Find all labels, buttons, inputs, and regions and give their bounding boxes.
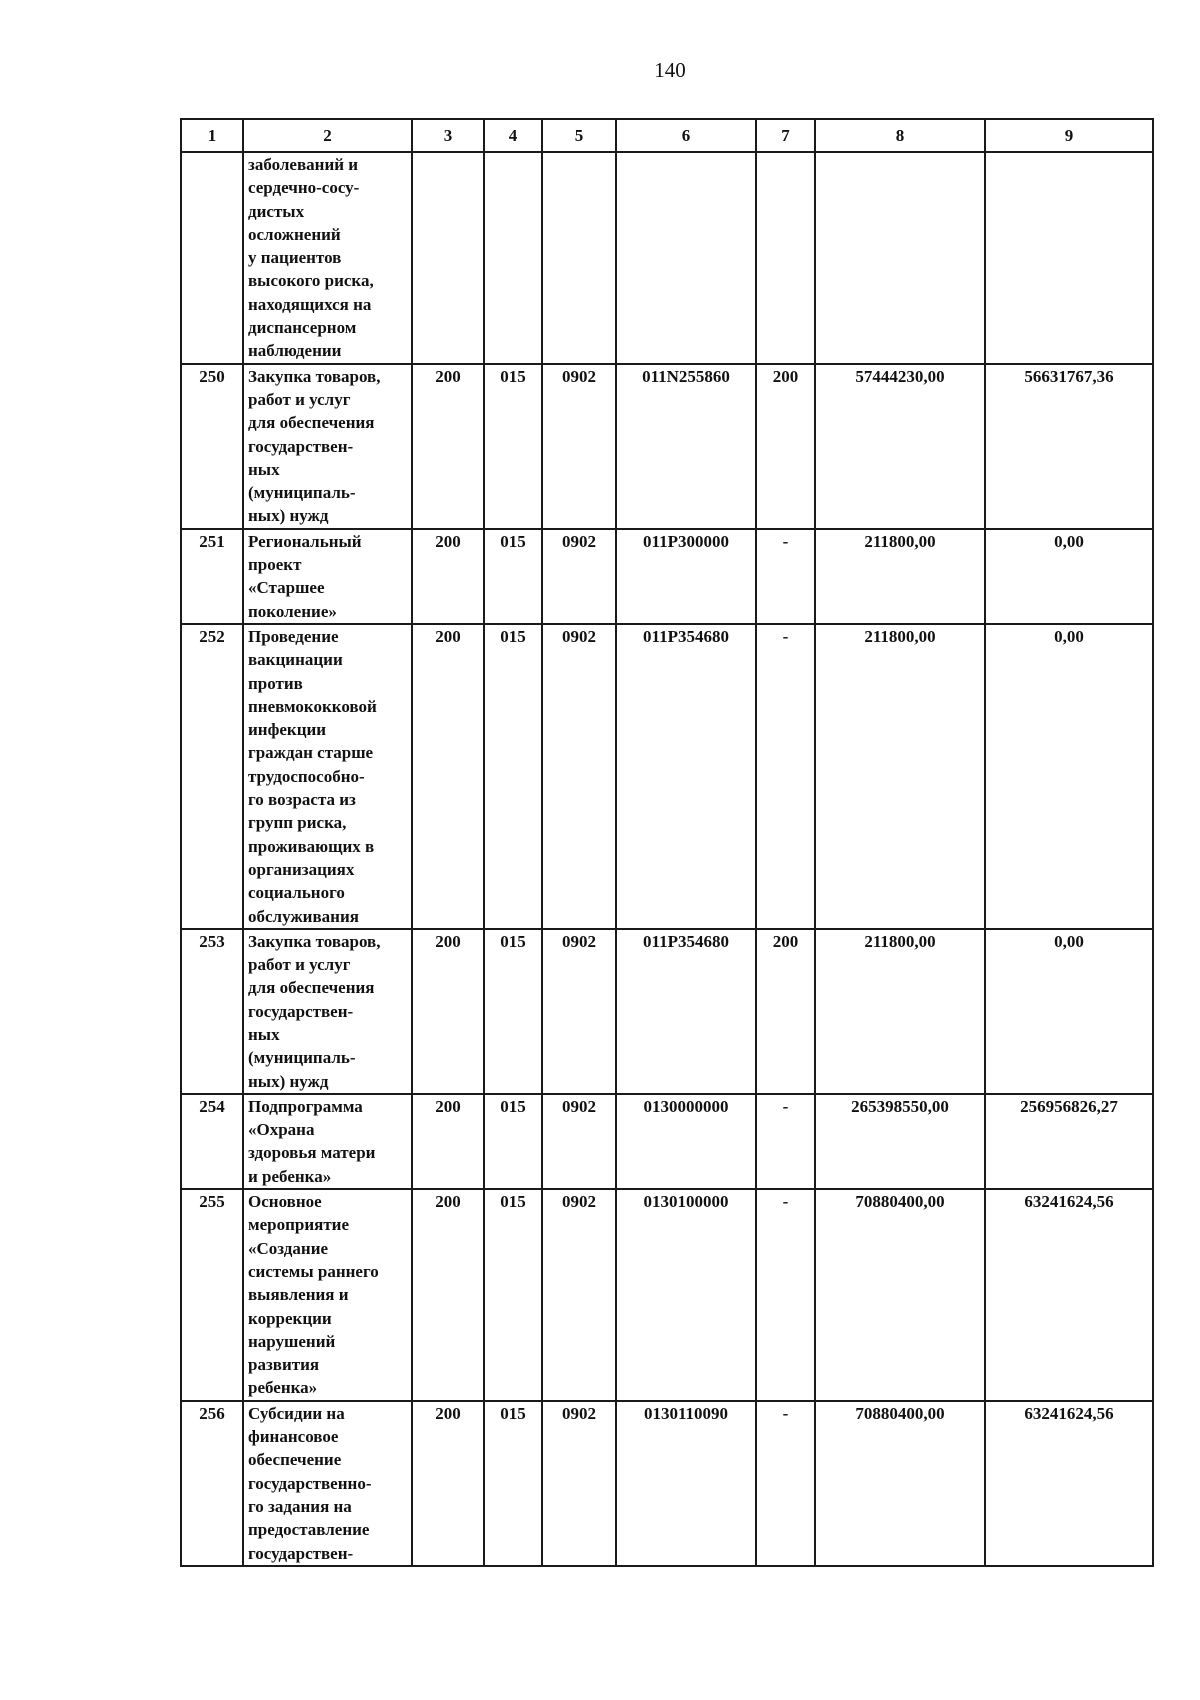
row-name bbox=[243, 1401, 412, 1566]
name-line: работ и услуг bbox=[248, 955, 351, 975]
column-header-8: 8 bbox=[815, 119, 985, 152]
name-line: Подпрограмма bbox=[248, 1096, 363, 1116]
name-line: против bbox=[248, 673, 303, 693]
name-line: обслуживания bbox=[248, 906, 359, 926]
row-number bbox=[181, 152, 243, 364]
cell-col-3: 200 bbox=[412, 529, 484, 624]
cell-col-7: - bbox=[756, 624, 815, 929]
name-line: государствен- bbox=[248, 1001, 354, 1021]
table-row bbox=[181, 364, 1153, 529]
name-line: финансовое bbox=[248, 1427, 339, 1447]
table-row bbox=[181, 529, 1153, 624]
column-header-5: 5 bbox=[542, 119, 616, 152]
column-header-3: 3 bbox=[412, 119, 484, 152]
row-name bbox=[243, 529, 412, 624]
name-line: ребенка» bbox=[248, 1378, 318, 1398]
cell-col-3: 200 bbox=[412, 1401, 484, 1566]
row-name bbox=[243, 624, 412, 929]
name-line: ных bbox=[248, 459, 280, 479]
cell-col-5: 0902 bbox=[542, 529, 616, 624]
cell-col-8 bbox=[815, 152, 985, 364]
name-line: (муниципаль- bbox=[248, 483, 356, 503]
cell-col-5: 0902 bbox=[542, 364, 616, 529]
row-number: 254 bbox=[181, 1094, 243, 1189]
row-number: 250 bbox=[181, 364, 243, 529]
name-line: «Охрана bbox=[248, 1120, 315, 1140]
name-line: работ и услуг bbox=[248, 389, 351, 409]
row-number: 253 bbox=[181, 929, 243, 1094]
cell-col-9: 56631767,36 bbox=[985, 364, 1153, 529]
cell-col-4: 015 bbox=[484, 364, 542, 529]
cell-col-8: 57444230,00 bbox=[815, 364, 985, 529]
name-line: выявления и bbox=[248, 1285, 349, 1305]
name-line: развития bbox=[248, 1355, 320, 1375]
cell-col-9: 63241624,56 bbox=[985, 1189, 1153, 1401]
name-line: высокого риска, bbox=[248, 271, 374, 291]
cell-col-3: 200 bbox=[412, 1094, 484, 1189]
cell-col-7: 200 bbox=[756, 364, 815, 529]
cell-col-9: 0,00 bbox=[985, 529, 1153, 624]
name-line: у пациентов bbox=[248, 248, 342, 268]
name-line: Субсидии на bbox=[248, 1403, 345, 1423]
cell-col-5: 0902 bbox=[542, 1094, 616, 1189]
cell-col-6: 011P354680 bbox=[616, 624, 756, 929]
name-line: осложнений bbox=[248, 224, 341, 244]
name-line: государственно- bbox=[248, 1473, 372, 1493]
row-number: 256 bbox=[181, 1401, 243, 1566]
name-line: нарушений bbox=[248, 1331, 336, 1351]
cell-col-6: 0130110090 bbox=[616, 1401, 756, 1566]
name-line: групп риска, bbox=[248, 813, 347, 833]
name-line: Основное bbox=[248, 1192, 322, 1212]
name-line: Проведение bbox=[248, 626, 339, 646]
name-line: диспансерном bbox=[248, 318, 357, 338]
name-line: го задания на bbox=[248, 1496, 352, 1516]
cell-col-9 bbox=[985, 152, 1153, 364]
name-line: проживающих в bbox=[248, 836, 375, 856]
cell-col-6 bbox=[616, 152, 756, 364]
name-line: поколение» bbox=[248, 601, 337, 621]
column-header-6: 6 bbox=[616, 119, 756, 152]
cell-col-3: 200 bbox=[412, 624, 484, 929]
cell-col-7 bbox=[756, 152, 815, 364]
cell-col-5: 0902 bbox=[542, 1401, 616, 1566]
name-line: вакцинации bbox=[248, 650, 343, 670]
row-name bbox=[243, 929, 412, 1094]
cell-col-9: 0,00 bbox=[985, 624, 1153, 929]
name-line: «Старшее bbox=[248, 578, 325, 598]
name-line: социального bbox=[248, 883, 345, 903]
name-line: Закупка товаров, bbox=[248, 931, 381, 951]
table-row bbox=[181, 1094, 1153, 1189]
cell-col-7: - bbox=[756, 529, 815, 624]
name-line: здоровья матери bbox=[248, 1143, 376, 1163]
name-line: проект bbox=[248, 555, 302, 575]
row-name bbox=[243, 1094, 412, 1189]
row-number: 251 bbox=[181, 529, 243, 624]
name-line: сердечно-сосу- bbox=[248, 178, 360, 198]
cell-col-5: 0902 bbox=[542, 1189, 616, 1401]
name-line: инфекции bbox=[248, 720, 327, 740]
table-header-row bbox=[181, 119, 1153, 152]
cell-col-6: 011N255860 bbox=[616, 364, 756, 529]
name-line: государствен- bbox=[248, 436, 354, 456]
cell-col-4: 015 bbox=[484, 529, 542, 624]
cell-col-7: - bbox=[756, 1189, 815, 1401]
cell-col-8: 211800,00 bbox=[815, 529, 985, 624]
row-number: 252 bbox=[181, 624, 243, 929]
cell-col-8: 211800,00 bbox=[815, 624, 985, 929]
cell-col-4: 015 bbox=[484, 1189, 542, 1401]
cell-col-8: 265398550,00 bbox=[815, 1094, 985, 1189]
continuation-row bbox=[181, 152, 1153, 364]
table-row bbox=[181, 1189, 1153, 1401]
column-header-9: 9 bbox=[985, 119, 1153, 152]
budget-table bbox=[180, 118, 1154, 1567]
name-line: коррекции bbox=[248, 1308, 332, 1328]
row-name bbox=[243, 152, 412, 364]
row-name bbox=[243, 364, 412, 529]
name-line: заболеваний и bbox=[248, 155, 359, 174]
cell-col-4: 015 bbox=[484, 929, 542, 1094]
row-name bbox=[243, 1189, 412, 1401]
name-line: ных bbox=[248, 1024, 280, 1044]
cell-col-4: 015 bbox=[484, 624, 542, 929]
cell-col-3: 200 bbox=[412, 929, 484, 1094]
name-line: наблюдении bbox=[248, 341, 342, 361]
name-line: ных) нужд bbox=[248, 1071, 329, 1091]
cell-col-9: 0,00 bbox=[985, 929, 1153, 1094]
name-line: и ребенка» bbox=[248, 1166, 332, 1186]
cell-col-6: 0130100000 bbox=[616, 1189, 756, 1401]
column-header-2: 2 bbox=[243, 119, 412, 152]
table-row bbox=[181, 1401, 1153, 1566]
cell-col-8: 70880400,00 bbox=[815, 1189, 985, 1401]
name-line: для обеспечения bbox=[248, 413, 375, 433]
name-line: «Создание bbox=[248, 1238, 329, 1258]
cell-col-5: 0902 bbox=[542, 624, 616, 929]
name-line: для обеспечения bbox=[248, 978, 375, 998]
cell-col-3: 200 bbox=[412, 1189, 484, 1401]
cell-col-9: 256956826,27 bbox=[985, 1094, 1153, 1189]
column-header-7: 7 bbox=[756, 119, 815, 152]
column-header-4: 4 bbox=[484, 119, 542, 152]
name-line: дистых bbox=[248, 201, 305, 221]
column-header-1: 1 bbox=[181, 119, 243, 152]
cell-col-9: 63241624,56 bbox=[985, 1401, 1153, 1566]
cell-col-8: 211800,00 bbox=[815, 929, 985, 1094]
cell-col-5 bbox=[542, 152, 616, 364]
name-line: Региональный bbox=[248, 531, 362, 551]
name-line: (муниципаль- bbox=[248, 1048, 356, 1068]
name-line: ных) нужд bbox=[248, 506, 329, 526]
name-line: мероприятие bbox=[248, 1215, 350, 1235]
page-number: 140 bbox=[654, 58, 686, 82]
cell-col-7: - bbox=[756, 1094, 815, 1189]
cell-col-6: 011P354680 bbox=[616, 929, 756, 1094]
cell-col-3: 200 bbox=[412, 364, 484, 529]
cell-col-3 bbox=[412, 152, 484, 364]
cell-col-6: 0130000000 bbox=[616, 1094, 756, 1189]
cell-col-4: 015 bbox=[484, 1401, 542, 1566]
name-line: граждан старше bbox=[248, 743, 374, 763]
name-line: находящихся на bbox=[248, 294, 372, 314]
row-number: 255 bbox=[181, 1189, 243, 1401]
name-line: предоставление bbox=[248, 1520, 370, 1540]
cell-col-7: 200 bbox=[756, 929, 815, 1094]
name-line: пневмококковой bbox=[248, 696, 377, 716]
cell-col-8: 70880400,00 bbox=[815, 1401, 985, 1566]
cell-col-6: 011P300000 bbox=[616, 529, 756, 624]
cell-col-5: 0902 bbox=[542, 929, 616, 1094]
name-line: системы раннего bbox=[248, 1261, 379, 1281]
name-line: го возраста из bbox=[248, 790, 356, 810]
name-line: организациях bbox=[248, 859, 355, 879]
cell-col-4: 015 bbox=[484, 1094, 542, 1189]
table-row bbox=[181, 929, 1153, 1094]
name-line: трудоспособно- bbox=[248, 766, 365, 786]
cell-col-7: - bbox=[756, 1401, 815, 1566]
name-line: обеспечение bbox=[248, 1450, 342, 1470]
name-line: государствен- bbox=[248, 1543, 354, 1563]
cell-col-4 bbox=[484, 152, 542, 364]
name-line: Закупка товаров, bbox=[248, 366, 381, 386]
table-row bbox=[181, 624, 1153, 929]
